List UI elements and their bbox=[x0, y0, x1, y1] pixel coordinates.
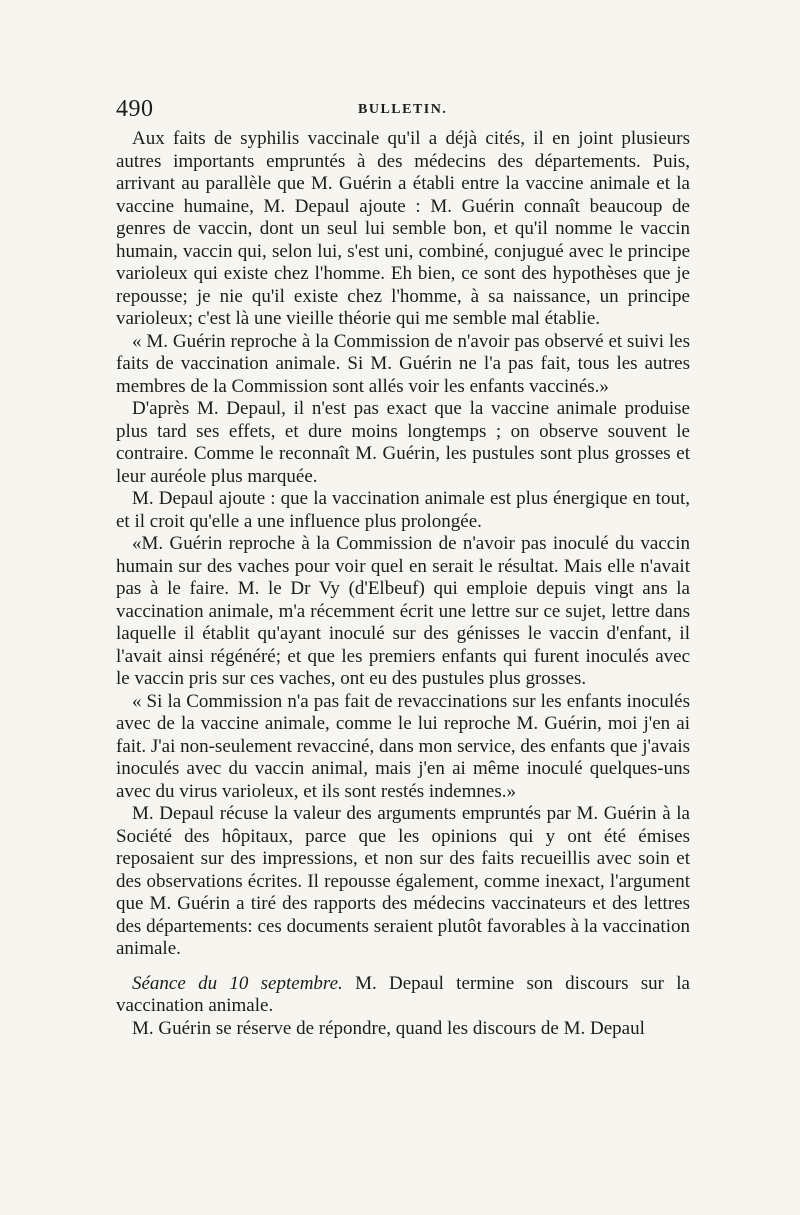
seance-paragraph bbox=[116, 973, 690, 1018]
seance-label: Séance du 10 septembre. bbox=[132, 972, 343, 994]
seance-text: M. Depaul termine son discours sur la vaccination animale. bbox=[116, 972, 690, 1016]
paragraph: D'après M. Depaul, il n'est pas exact que la vaccine animale produise plus tard ses effets, et dure moins longtemps ; on observe souvent le contraire. Comme le reconnaît M. Guérin, les pustules sont plus grosses et leur auréole plus marquée. bbox=[116, 398, 690, 487]
body-text bbox=[116, 128, 690, 1040]
paragraph: M. Guérin se réserve de répondre, quand les discours de M. Depaul bbox=[132, 1017, 645, 1039]
paragraph: Aux faits de syphilis vaccinale qu'il a déjà cités, il en joint plusieurs autres importants empruntés à des médecins des départements. Puis, arrivant au parallèle que M. Guérin a établi entre la vaccine animale et la vaccine humaine, M. Depaul ajoute : M. Guérin connaît beaucoup de genres de vaccin, dont un seul lui semble bon, et qu'il nomme le vaccin humain, vaccin qui, selon lui, s'est uni, combiné, conjugué avec le principe varioleux qui existe chez l'homme. Eh bien, ce sont des hypothèses que je repousse; je nie qu'il existe chez l'homme, à sa naissance, un principe varioleux; c'est là une vieille théorie qui me semble mal établie. bbox=[116, 128, 690, 329]
page-header bbox=[116, 96, 688, 126]
paragraph: « M. Guérin reproche à la Commission de n'avoir pas observé et suivi les faits de vaccination animale. Si M. Guérin ne l'a pas fait, tous les autres membres de la Commission sont allés voir les enfants vaccinés.» bbox=[116, 330, 690, 397]
paragraph: M. Depaul ajoute : que la vaccination animale est plus énergique en tout, et il croit qu'elle a une influence plus prolongée. bbox=[116, 488, 690, 532]
paragraph: «M. Guérin reproche à la Commission de n'avoir pas inoculé du vaccin humain sur des vaches pour voir quel en serait le résultat. Mais elle n'avait pas à le faire. M. le Dr Vy (d'Elbeuf) qui emploie depuis vingt ans la vaccination animale, m'a récemment écrit une lettre sur ce sujet, lettre dans laquelle il établit qu'ayant inoculé sur des génisses le vaccin d'enfant, il l'avait ainsi régénéré; et que les premiers enfants qui furent inoculés avec le vaccin pris sur ces vaches, ont eu des pustules plus grosses. bbox=[116, 533, 690, 689]
paragraph: « Si la Commission n'a pas fait de revaccinations sur les enfants inoculés avec de la vaccine animale, comme le lui reproche M. Guérin, moi j'en ai fait. J'ai non-seulement revacciné, dans mon service, des enfants que j'avais inoculés avec du vaccin animal, mais j'en ai même inoculé quelques-uns avec du virus varioleux, et ils sont restés indemnes.» bbox=[116, 690, 690, 802]
page-number: 490 bbox=[116, 96, 154, 122]
paragraph: M. Depaul récuse la valeur des arguments empruntés par M. Guérin à la Société des hôpitaux, parce que les opinions qui y ont été émises reposaient sur des impressions, et non sur des faits recueillis avec soin et des observations écrites. Il repousse également, comme inexact, l'argument que M. Guérin a tiré des rapports des médecins vaccinateurs et des lettres des départements: ces documents seraient plutôt favorables à la vaccination animale. bbox=[116, 803, 690, 959]
running-head: BULLETIN. bbox=[358, 102, 448, 117]
